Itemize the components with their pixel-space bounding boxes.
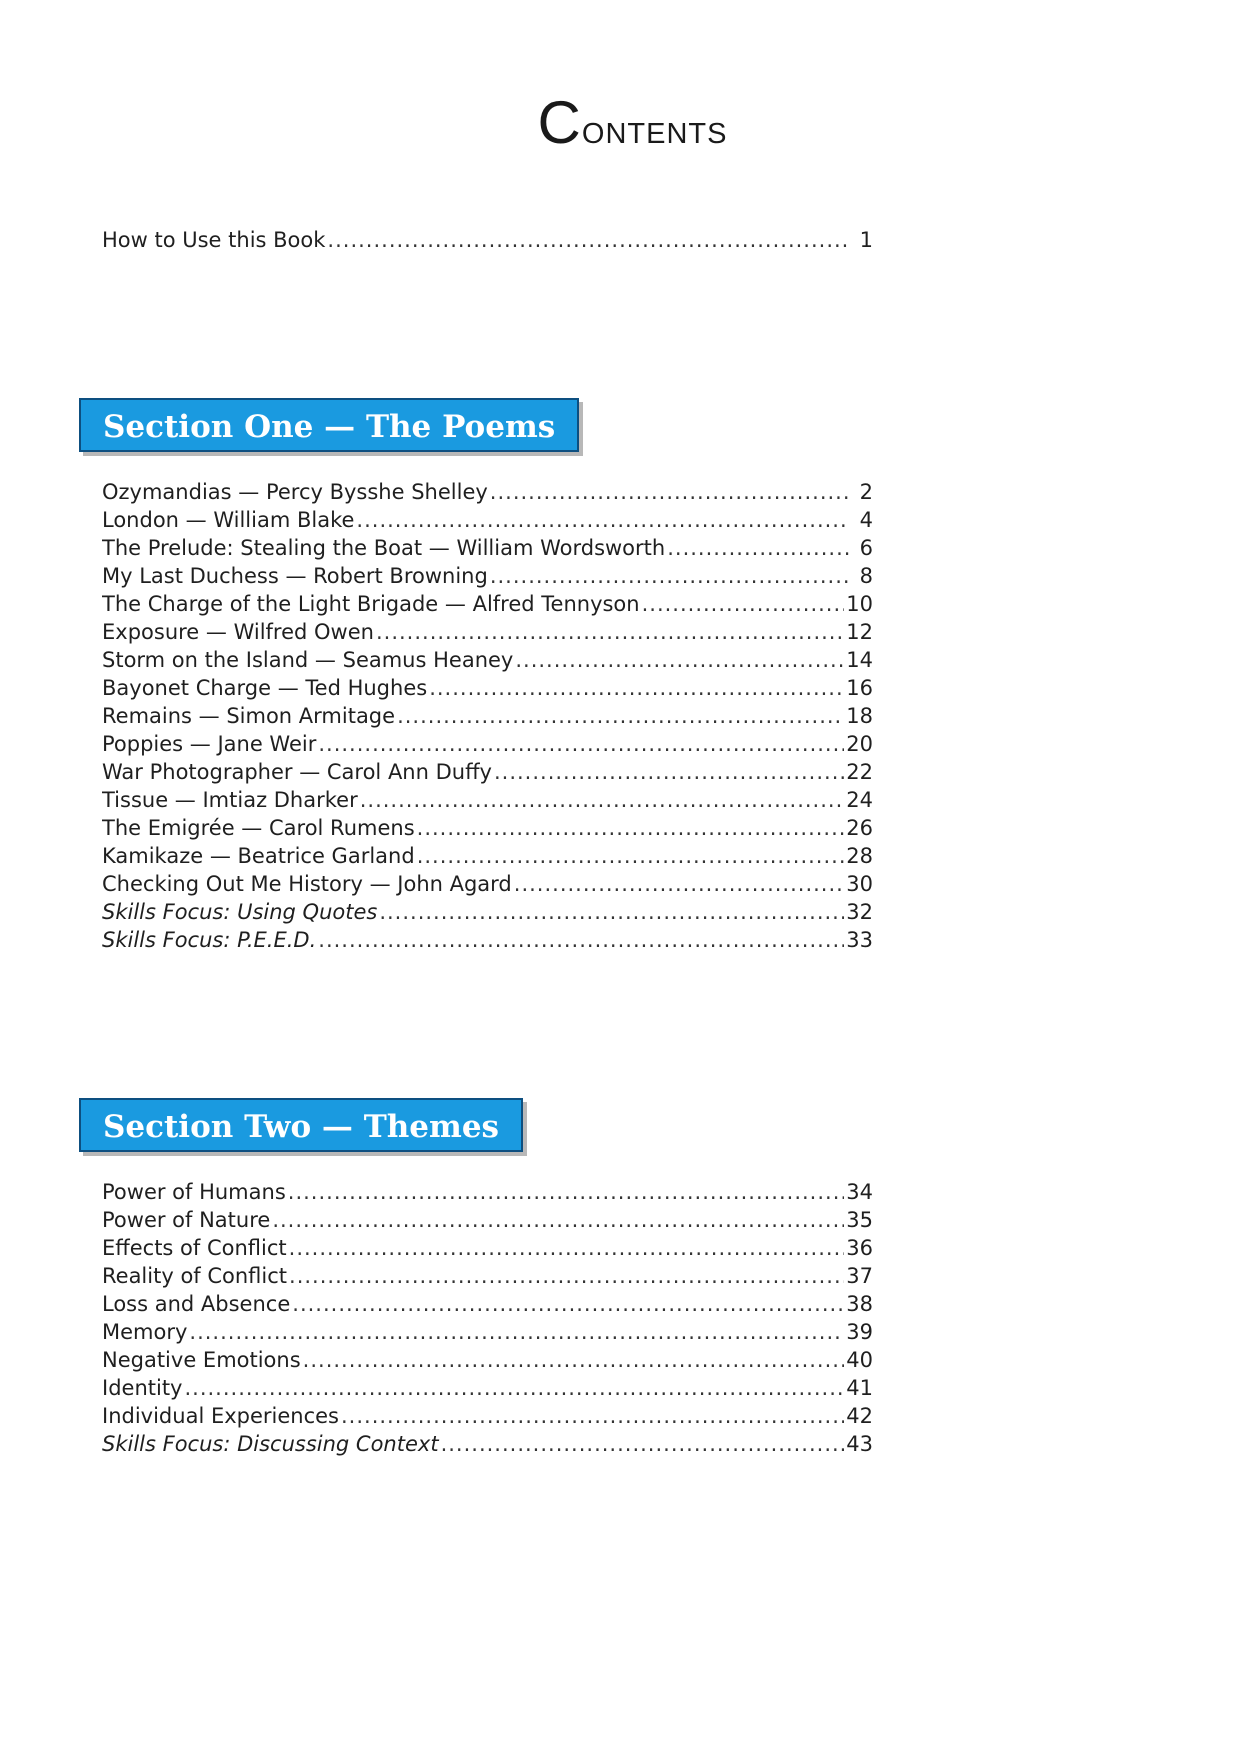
toc-entry-page: 2 <box>859 480 873 504</box>
toc-entry-page: 12 <box>846 620 873 644</box>
toc-entry[interactable] <box>102 590 873 618</box>
toc-entry[interactable] <box>102 1234 873 1262</box>
dot-leader <box>397 702 844 730</box>
dot-leader <box>289 1262 844 1290</box>
section-one-banner: Section One — The Poems <box>79 398 579 452</box>
section-two-banner: Section Two — Themes <box>79 1098 523 1152</box>
toc-entry-title: Reality of Conflict <box>102 1264 288 1288</box>
toc-entry-title: Tissue — Imtiaz Dharker <box>102 788 358 812</box>
toc-entry-title: Skills Focus: Discussing Context <box>102 1432 439 1456</box>
toc-entry[interactable] <box>102 1430 873 1458</box>
dot-leader <box>272 1206 844 1234</box>
toc-entry-title: Exposure — Wilfred Owen <box>102 620 374 644</box>
toc-entry[interactable] <box>102 1346 873 1374</box>
toc-entry[interactable] <box>102 870 873 898</box>
toc-entry-page: 10 <box>846 592 873 616</box>
toc-entry-page: 33 <box>846 928 873 952</box>
toc-entry-page: 41 <box>846 1376 873 1400</box>
dot-leader <box>288 1178 845 1206</box>
intro-list <box>102 226 873 254</box>
toc-entry-page: 6 <box>859 536 873 560</box>
toc-entry-title: My Last Duchess — Robert Browning <box>102 564 488 588</box>
page-title-rest: ontents <box>581 105 728 152</box>
dot-leader <box>379 898 844 926</box>
dot-leader <box>327 226 849 254</box>
dot-leader <box>417 814 845 842</box>
toc-entry-page: 20 <box>846 732 873 756</box>
toc-entry[interactable] <box>102 1178 873 1206</box>
toc-entry-title: London — William Blake <box>102 508 355 532</box>
toc-entry-title: Poppies — Jane Weir <box>102 732 317 756</box>
toc-entry-title: The Charge of the Light Brigade — Alfred Tennyson <box>102 592 640 616</box>
toc-entry-page: 35 <box>846 1208 873 1232</box>
dot-leader <box>189 1318 844 1346</box>
page-title <box>0 88 1240 157</box>
toc-entry[interactable] <box>102 562 873 590</box>
dot-leader <box>341 1402 844 1430</box>
toc-entry[interactable] <box>102 814 873 842</box>
toc-entry-title: Storm on the Island — Seamus Heaney <box>102 648 514 672</box>
toc-entry-title: Skills Focus: Using Quotes <box>102 900 378 924</box>
toc-entry-title: War Photographer — Carol Ann Duffy <box>102 760 492 784</box>
toc-entry-page: 37 <box>846 1264 873 1288</box>
dot-leader <box>184 1374 844 1402</box>
toc-entry-title: How to Use this Book <box>102 228 326 252</box>
toc-entry-title: Checking Out Me History — John Agard <box>102 872 512 896</box>
dot-leader <box>289 1234 845 1262</box>
toc-entry[interactable] <box>102 1318 873 1346</box>
toc-entry-page: 16 <box>846 676 873 700</box>
dot-leader <box>318 730 844 758</box>
section-two-list <box>102 1178 873 1458</box>
dot-leader <box>494 758 844 786</box>
toc-entry[interactable] <box>102 730 873 758</box>
toc-entry[interactable] <box>102 786 873 814</box>
toc-entry-page: 4 <box>859 508 873 532</box>
toc-entry[interactable] <box>102 1206 873 1234</box>
dot-leader <box>490 562 849 590</box>
toc-entry-title: The Emigrée — Carol Rumens <box>102 816 415 840</box>
toc-entry[interactable] <box>102 842 873 870</box>
toc-entry-page: 43 <box>846 1432 873 1456</box>
toc-entry-page: 38 <box>846 1292 873 1316</box>
toc-entry-title: Memory <box>102 1320 188 1344</box>
toc-entry[interactable] <box>102 702 873 730</box>
dot-leader <box>490 478 849 506</box>
toc-entry[interactable] <box>102 898 873 926</box>
toc-entry-page: 28 <box>846 844 873 868</box>
toc-entry[interactable] <box>102 1262 873 1290</box>
toc-entry-page: 1 <box>859 228 873 252</box>
toc-entry-title: Remains — Simon Armitage <box>102 704 396 728</box>
toc-entry-title: Ozymandias — Percy Bysshe Shelley <box>102 480 488 504</box>
toc-entry-page: 22 <box>846 760 873 784</box>
toc-entry[interactable] <box>102 926 873 954</box>
toc-entry[interactable] <box>102 1402 873 1430</box>
dot-leader <box>429 674 844 702</box>
toc-entry-title: Effects of Conflict <box>102 1236 287 1260</box>
dot-leader <box>441 1430 845 1458</box>
toc-entry-page: 34 <box>846 1180 873 1204</box>
dot-leader <box>642 590 845 618</box>
dot-leader <box>356 506 849 534</box>
dot-leader <box>318 926 844 954</box>
section-one-list <box>102 478 873 954</box>
dot-leader <box>667 534 849 562</box>
toc-entry-title: Power of Humans <box>102 1180 286 1204</box>
dot-leader <box>514 870 844 898</box>
toc-entry-page: 26 <box>846 816 873 840</box>
toc-entry-title: Skills Focus: P.E.E.D. <box>102 928 317 952</box>
toc-entry[interactable] <box>102 646 873 674</box>
toc-entry[interactable] <box>102 758 873 786</box>
toc-entry-page: 8 <box>859 564 873 588</box>
toc-entry-page: 32 <box>846 900 873 924</box>
toc-entry-page: 14 <box>846 648 873 672</box>
toc-entry-title: Power of Nature <box>102 1208 271 1232</box>
toc-entry-title: Negative Emotions <box>102 1348 301 1372</box>
toc-entry-page: 30 <box>846 872 873 896</box>
toc-entry-page: 18 <box>846 704 873 728</box>
toc-entry[interactable] <box>102 1290 873 1318</box>
dot-leader <box>515 646 844 674</box>
page-title-initial: C <box>537 89 582 156</box>
toc-entry[interactable] <box>102 618 873 646</box>
dot-leader <box>360 786 845 814</box>
toc-entry-title: Bayonet Charge — Ted Hughes <box>102 676 428 700</box>
toc-entry[interactable] <box>102 1374 873 1402</box>
toc-entry-page: 42 <box>846 1404 873 1428</box>
toc-entry-page: 40 <box>846 1348 873 1372</box>
dot-leader <box>376 618 844 646</box>
toc-entry-page: 36 <box>846 1236 873 1260</box>
toc-entry-title: Individual Experiences <box>102 1404 339 1428</box>
toc-entry[interactable] <box>102 674 873 702</box>
toc-entry[interactable] <box>102 534 873 562</box>
toc-entry-title: Identity <box>102 1376 183 1400</box>
dot-leader <box>303 1346 845 1374</box>
toc-entry-page: 24 <box>846 788 873 812</box>
toc-entry-page: 39 <box>846 1320 873 1344</box>
dot-leader <box>417 842 845 870</box>
toc-entry[interactable] <box>102 226 873 254</box>
toc-entry-title: Kamikaze — Beatrice Garland <box>102 844 415 868</box>
dot-leader <box>292 1290 844 1318</box>
toc-entry[interactable] <box>102 478 873 506</box>
toc-entry[interactable] <box>102 506 873 534</box>
toc-entry-title: Loss and Absence <box>102 1292 291 1316</box>
toc-entry-title: The Prelude: Stealing the Boat — William Wordsworth <box>102 536 666 560</box>
